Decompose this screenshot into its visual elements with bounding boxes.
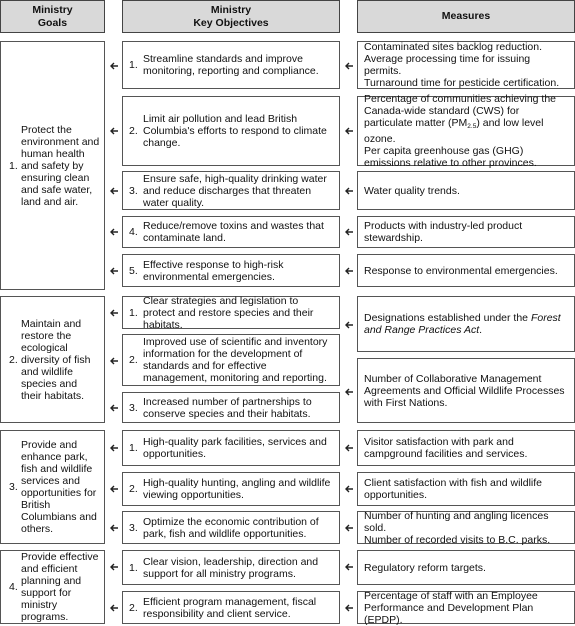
objective-text: Streamline standards and improve monitoring, reporting and compliance. (143, 53, 319, 77)
objective-number: 2. (129, 483, 138, 495)
arrow-left-icon (344, 387, 354, 397)
arrow-left-icon (109, 523, 119, 533)
goal-1 (0, 41, 105, 290)
measure-3 (357, 171, 575, 210)
objective-number: 4. (129, 226, 138, 238)
measure-text: Percentage of communities achieving the Canada-wide standard (CWS) for particulate matter (PM (364, 93, 557, 129)
measure-5 (357, 254, 575, 287)
arrow-left-icon (109, 61, 119, 71)
measure-line: Percentage of staff with an Employee Performance and Development Plan (EPDP). (364, 589, 538, 626)
objective-1-2 (122, 96, 340, 166)
goal-2 (0, 296, 105, 423)
objective-3-3 (122, 511, 340, 544)
measure-line: Average processing time for issuing permits. (364, 53, 531, 77)
goal-4 (0, 550, 105, 624)
arrow-left-icon (344, 227, 354, 237)
measure-line: Per capita greenhouse gas (GHG) emissions relative to other provinces. (364, 145, 537, 169)
objective-number: 1. (129, 306, 138, 319)
objectives-header-line1: Ministry (210, 3, 252, 16)
measure-line: Contaminated sites backlog reduction. (364, 41, 543, 53)
arrow-left-icon (109, 403, 119, 413)
arrow-left-icon (109, 126, 119, 136)
objective-1-4 (122, 216, 340, 248)
measure-1 (357, 41, 575, 89)
measure-12 (357, 591, 575, 624)
objective-text: Clear vision, leadership, direction and support for all ministry programs. (143, 555, 319, 580)
goal-text: Provide and enhance park, fish and wildlife services and opportunities for British Columbians and others. (21, 439, 97, 535)
measure-4 (357, 216, 575, 248)
objective-1-3 (122, 171, 340, 210)
arrow-left-icon (344, 562, 354, 572)
arrow-left-icon (344, 523, 354, 533)
objective-4-1 (122, 550, 340, 585)
objective-text: Limit air pollution and lead British Columbia's efforts to respond to climate change. (143, 113, 327, 149)
objective-number: 1. (129, 561, 138, 574)
measure-7 (357, 358, 575, 423)
objectives-header (122, 0, 340, 33)
measure-line: Client satisfaction with fish and wildlife opportunities. (364, 477, 542, 501)
arrow-left-icon (109, 443, 119, 453)
arrow-left-icon (109, 227, 119, 237)
objective-text: Optimize the economic contribution of park, fish and wildlife opportunities. (143, 515, 319, 540)
arrow-left-icon (109, 484, 119, 494)
objective-2-1 (122, 296, 340, 329)
goal-number: 1. (9, 159, 18, 172)
objective-text: Increased number of partnerships to conserve species and their habitats. (143, 395, 312, 420)
objective-3-2 (122, 472, 340, 506)
goal-text: Maintain and restore the ecological diversity of fish and wildlife species and their habitats. (21, 317, 91, 402)
objective-number: 2. (129, 601, 138, 614)
objective-number: 1. (129, 59, 138, 71)
objective-text: Improved use of scientific and inventory information for the development of standards and for effective management, monitoring and reporting. (143, 336, 328, 384)
objective-1-5 (122, 254, 340, 287)
arrow-left-icon (344, 126, 354, 136)
measure-2 (357, 93, 575, 169)
objective-text: Effective response to high-risk environmental emergencies. (143, 258, 284, 283)
objective-number: 3. (129, 401, 138, 414)
objective-number: 5. (129, 264, 138, 277)
goals-header-line1: Ministry (32, 3, 73, 16)
arrow-left-icon (344, 443, 354, 453)
measure-text: ) and low level ozone. (364, 117, 544, 145)
measure-9 (357, 472, 575, 506)
measures-header (357, 0, 575, 33)
goal-text: Protect the environment and human health and safety by ensuring clean and safe water, land and air. (21, 123, 100, 208)
goal-3 (0, 430, 105, 544)
goal-number: 2. (9, 353, 18, 366)
objective-number: 2. (129, 354, 138, 366)
measures-header-label: Measures (441, 10, 491, 22)
measure-line: Number of recorded visits to B.C. parks. (364, 533, 551, 546)
measure-line: Number of hunting and angling licences sold. (364, 509, 549, 534)
measure-line: Turnaround time for pesticide certification. (364, 77, 560, 89)
measure-text: . (479, 324, 483, 336)
measure-line (364, 312, 568, 336)
arrow-left-icon (344, 484, 354, 494)
arrow-left-icon (109, 603, 119, 613)
objective-text: Reduce/remove toxins and wastes that contaminate land. (143, 220, 324, 244)
objective-text: High-quality hunting, angling and wildlife viewing opportunities. (143, 477, 331, 501)
measure-line: Number of Collaborative Management Agreements and Official Wildlife Processes with First Nations. (364, 372, 565, 409)
goal-number: 4. (9, 581, 18, 593)
measure-line: Regulatory reform targets. (364, 561, 486, 574)
objective-4-2 (122, 591, 340, 624)
objective-1-1 (122, 41, 340, 89)
goals-header (0, 0, 105, 33)
goal-number: 3. (9, 481, 18, 493)
measure-line: Products with industry-led product stewardship. (364, 220, 523, 244)
objective-number: 2. (129, 125, 138, 137)
measure-10 (357, 511, 575, 544)
objective-text: High-quality park facilities, services and opportunities. (143, 436, 327, 460)
objective-number: 3. (129, 184, 138, 197)
measure-8 (357, 430, 575, 466)
arrow-left-icon (109, 356, 119, 366)
measure-6 (357, 296, 575, 352)
measure-line: Response to environmental emergencies. (364, 264, 558, 277)
objectives-header-line2: Key Objectives (193, 16, 269, 29)
objective-2-2 (122, 334, 340, 386)
measure-11 (357, 550, 575, 585)
arrow-left-icon (109, 562, 119, 572)
objective-number: 3. (129, 521, 138, 534)
goal-text: Provide effective and efficient planning and support for ministry programs. (21, 551, 99, 623)
objective-text: Efficient program management, fiscal responsibility and client service. (143, 595, 317, 620)
arrow-left-icon (344, 186, 354, 196)
arrow-left-icon (344, 266, 354, 276)
objective-2-3 (122, 392, 340, 423)
arrow-left-icon (109, 308, 119, 318)
measure-line: Visitor satisfaction with park and campground facilities and services. (364, 436, 528, 460)
measure-line: Water quality trends. (364, 184, 460, 197)
pm-subscript: 2.5 (467, 123, 477, 130)
objective-3-1 (122, 430, 340, 466)
measure-line (364, 93, 568, 145)
objective-text: Clear strategies and legislation to protect and restore species and their habitats. (143, 294, 314, 331)
arrow-left-icon (109, 186, 119, 196)
arrow-left-icon (344, 603, 354, 613)
objective-text: Ensure safe, high-quality drinking water and reduce discharges that threaten water quality. (143, 172, 327, 209)
act-title: Forest and Range Practices Act (364, 312, 561, 336)
arrow-left-icon (344, 320, 354, 330)
arrow-left-icon (344, 61, 354, 71)
arrow-left-icon (109, 266, 119, 276)
goals-header-line2: Goals (37, 16, 68, 29)
objective-number: 1. (129, 442, 138, 454)
measure-text: Designations established under the (364, 312, 531, 324)
